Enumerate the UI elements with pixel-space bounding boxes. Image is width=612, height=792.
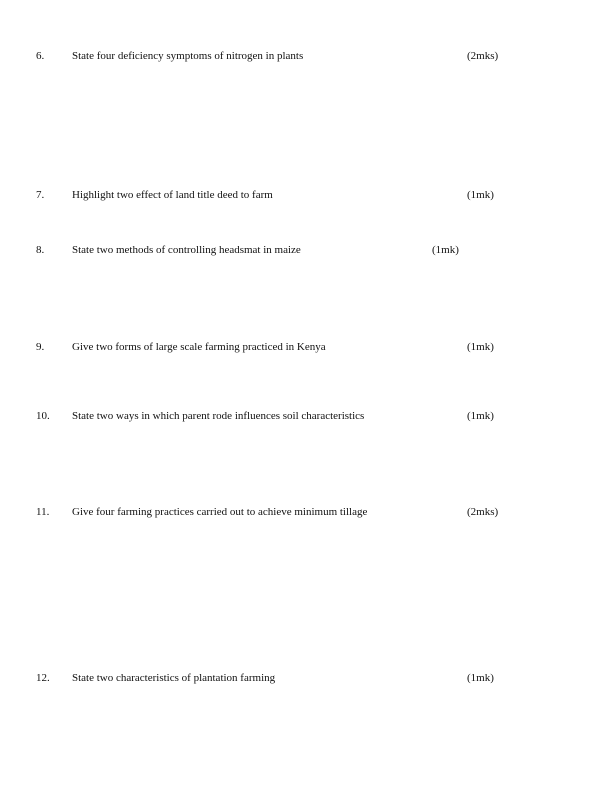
question-marks: (2mks) [467, 506, 499, 518]
question-9 [0, 341, 612, 357]
question-6 [0, 50, 612, 66]
question-marks: (2mks) [467, 50, 499, 62]
question-text: State two ways in which parent rode influences soil characteristics [72, 410, 365, 422]
question-marks: (1mk) [432, 244, 459, 256]
question-11 [0, 506, 612, 522]
question-marks: (1mk) [467, 410, 494, 422]
question-marks: (1mk) [467, 341, 494, 353]
question-number: 11. [36, 506, 50, 518]
question-text: Give four farming practices carried out to achieve minimum tillage [72, 506, 368, 518]
question-number: 8. [36, 244, 45, 256]
question-number: 9. [36, 341, 45, 353]
question-number: 6. [36, 50, 45, 62]
question-text: State two characteristics of plantation farming [72, 672, 276, 684]
question-8 [0, 244, 612, 260]
question-number: 12. [36, 672, 50, 684]
question-12 [0, 672, 612, 688]
question-number: 7. [36, 189, 45, 201]
question-number: 10. [36, 410, 50, 422]
question-10 [0, 410, 612, 426]
question-text: Give two forms of large scale farming practiced in Kenya [72, 341, 326, 353]
question-marks: (1mk) [467, 672, 494, 684]
question-7 [0, 189, 612, 205]
question-text: Highlight two effect of land title deed to farm [72, 189, 273, 201]
question-marks: (1mk) [467, 189, 494, 201]
question-text: State two methods of controlling headsmat in maize [72, 244, 301, 256]
question-text: State four deficiency symptoms of nitrogen in plants [72, 50, 304, 62]
